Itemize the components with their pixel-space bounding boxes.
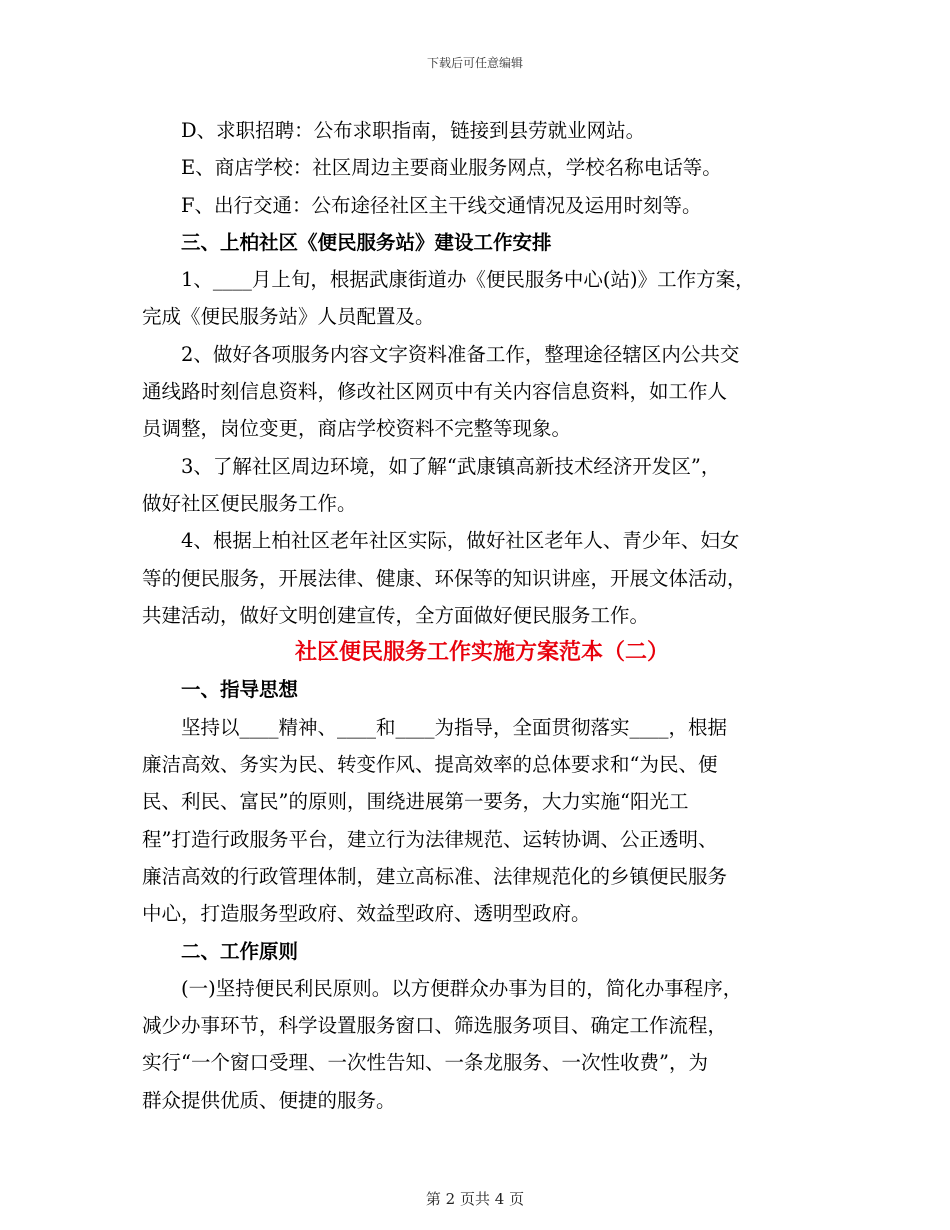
section-heading: 一、指导思想	[181, 678, 299, 702]
paragraph-line: 等的便民服务，开展法律、健康、环保等的知识讲座，开展文体活动，	[142, 566, 747, 590]
paragraph-line: 3、了解社区周边环境，如了解“武康镇高新技术经济开发区”，	[181, 454, 721, 478]
paragraph-line: 做好社区便民服务工作。	[142, 491, 357, 515]
paragraph-line: 廉洁高效的行政管理体制，建立高标准、法律规范化的乡镇便民服务	[142, 864, 728, 888]
paragraph-line: (一)坚持便民利民原则。以方便群众办事为目的，简化办事程序，	[181, 976, 743, 1000]
paragraph-line: 减少办事环节，科学设置服务窗口、筛选服务项目、确定工作流程，	[142, 1014, 728, 1038]
page-header: 下载后可任意编辑	[426, 56, 523, 70]
paragraph-line: D、求职招聘：公布求职指南，链接到县劳就业网站。	[181, 119, 646, 142]
paragraph-line: 通线路时刻信息资料，修改社区网页中有关内容信息资料，如工作人	[142, 380, 728, 404]
page-footer: 第 2 页共 4 页	[425, 1190, 525, 1208]
paragraph-line: 廉洁高效、务实为民、转变作风、提高效率的总体要求和“为民、便	[142, 753, 718, 777]
paragraph-line: 民、利民、富民”的原则，围绕进展第一要务，大力实施“阳光工	[142, 790, 689, 814]
document-body	[142, 112, 822, 1119]
section-heading: 三、上柏社区《便民服务站》建设工作安排	[181, 230, 552, 254]
paragraph-line: 完成《便民服务站》人员配置及。	[142, 305, 435, 329]
paragraph-line: 坚持以____精神、____和____为指导，全面贯彻落实____，根据	[181, 715, 728, 739]
document-title: 社区便民服务工作实施方案范本（二）	[294, 639, 669, 666]
paragraph-line: 员调整，岗位变更，商店学校资料不完整等现象。	[142, 417, 572, 441]
section-heading: 二、工作原则	[181, 939, 299, 963]
paragraph-line: F、出行交通：公布途径社区主干线交通情况及运用时刻等。	[181, 193, 702, 217]
paragraph-line: 2、做好各项服务内容文字资料准备工作，整理途径辖区内公共交	[181, 342, 740, 366]
paragraph-line: 4、根据上柏社区老年社区实际，做好社区老年人、青少年、妇女	[181, 529, 740, 553]
paragraph-line: 群众提供优质、便捷的服务。	[142, 1088, 396, 1112]
paragraph-line: 中心，打造服务型政府、效益型政府、透明型政府。	[142, 902, 591, 926]
paragraph-line: 1、____月上旬，根据武康街道办《便民服务中心(站)》工作方案，	[181, 268, 755, 292]
paragraph-line: 实行“一个窗口受理、一次性告知、一条龙服务、一次性收费”，为	[142, 1051, 708, 1075]
paragraph-line: 程”打造行政服务平台，建立行为法律规范、运转协调、公正透明、	[142, 827, 718, 851]
paragraph-line: 共建活动，做好文明创建宣传，全方面做好便民服务工作。	[142, 603, 650, 627]
paragraph-line: E、商店学校：社区周边主要商业服务网点，学校名称电话等。	[181, 156, 722, 180]
